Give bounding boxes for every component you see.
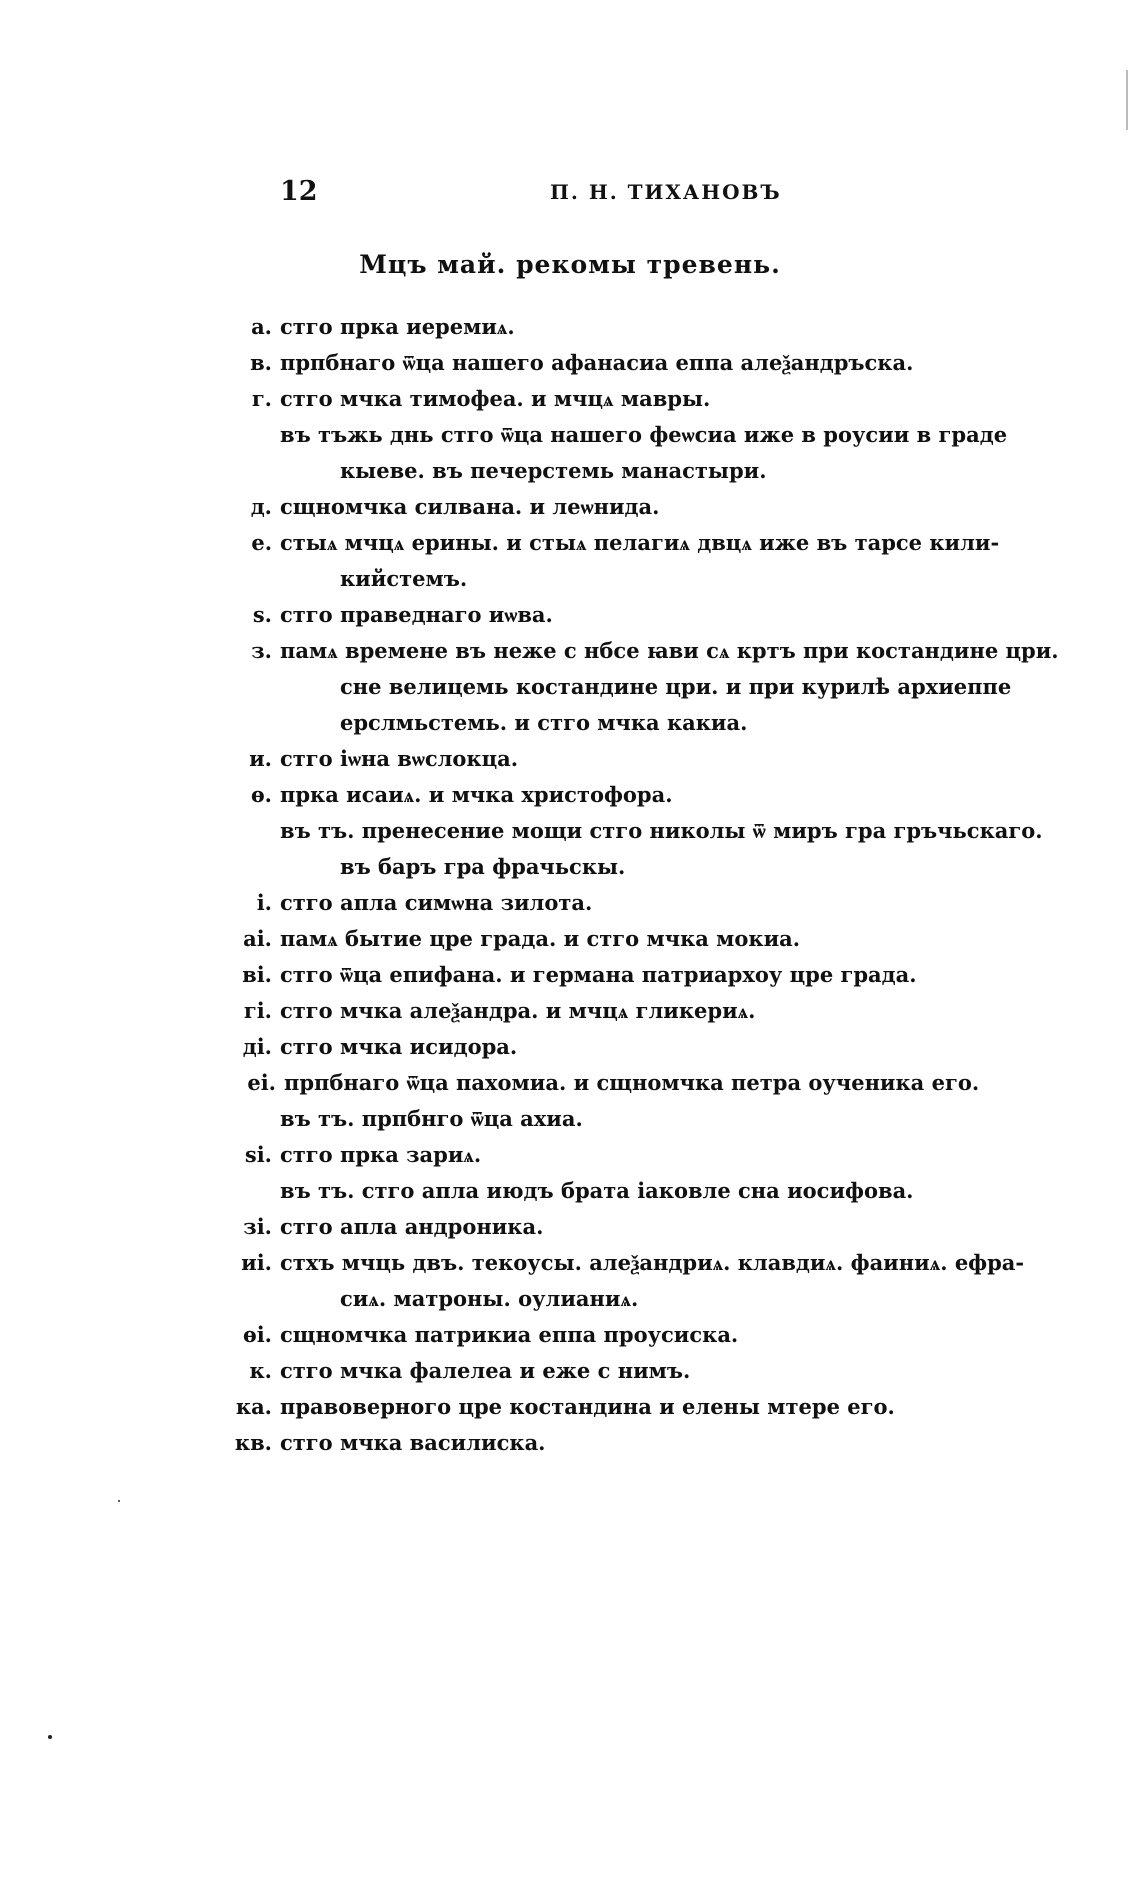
entry-number: аi. bbox=[243, 926, 272, 951]
entry-text: въ тъ. прпбнго ѿца ахиа. bbox=[280, 1106, 583, 1131]
entry-text: стго праведнаго иѡва. bbox=[280, 602, 553, 627]
entry-text: стго мчка василиска. bbox=[280, 1430, 546, 1455]
entry-continuation: сиѧ. матроны. оулианиѧ. bbox=[340, 1286, 639, 1311]
entry-text: стыѧ мчцѧ ерины. и стыѧ пелагиѧ двцѧ иже въ тарсе кили- bbox=[280, 530, 1000, 555]
entry-text: въ тъжь днь стго ѿца нашего феѡсиа иже в роусии в граде bbox=[280, 422, 1008, 447]
entry-text: стго мчка тимофеа. и мчцѧ мавры. bbox=[280, 386, 711, 411]
entry-text: стго прка зариѧ. bbox=[280, 1142, 482, 1167]
entry-text: стго прка иеремиѧ. bbox=[280, 314, 515, 339]
entry-text: стго мчка алеѯандра. и мчцѧ гликериѧ. bbox=[280, 998, 756, 1023]
entry-continuation: ерслмьстемь. и стго мчка какиа. bbox=[340, 710, 748, 735]
entry-number: ѳ. bbox=[250, 782, 272, 807]
entry-continuation: сне велицемь костандине цри. и при курилѣ архиеппе bbox=[340, 674, 1012, 699]
entry-number: ѕ. bbox=[252, 602, 272, 627]
entry-number: i. bbox=[256, 890, 272, 915]
entry-text: въ тъ. стго апла июдъ брата iаковле сна иосифова. bbox=[280, 1178, 914, 1203]
entry-text: прка исаиѧ. и мчка христофора. bbox=[280, 782, 673, 807]
entry-number: ѳi. bbox=[243, 1322, 272, 1347]
entry-number: иi. bbox=[241, 1250, 272, 1275]
entry-text: стго апла андроника. bbox=[280, 1214, 544, 1239]
entry-number: к. bbox=[249, 1358, 272, 1383]
entry-number: гi. bbox=[243, 998, 272, 1023]
entry-number: а. bbox=[251, 314, 272, 339]
entry-number: вi. bbox=[242, 962, 272, 987]
entry-number: з. bbox=[251, 638, 272, 663]
entry-number: е. bbox=[251, 530, 272, 555]
entry-number: г. bbox=[251, 386, 272, 411]
entry-number: ѕi. bbox=[244, 1142, 272, 1167]
print-speck bbox=[48, 1735, 52, 1739]
entry-text: прпбнаго ѿца нашего афанасиа еппа алеѯандръска. bbox=[280, 350, 914, 375]
entry-text: прпбнаго ѿца пахомиа. и сщномчка петра оученика его. bbox=[284, 1070, 980, 1095]
entry-number: д. bbox=[250, 494, 272, 519]
entry-number: ка. bbox=[235, 1394, 272, 1419]
entry-continuation: кыеве. въ печерстемь манастыри. bbox=[340, 458, 767, 483]
entry-text: правоверного цре костандина и елены мтере его. bbox=[280, 1394, 895, 1419]
page-number: 12 bbox=[280, 176, 318, 207]
entry-continuation: въ баръ гра фрачьскы. bbox=[340, 854, 626, 879]
entry-text: въ тъ. пренесение мощи стго николы ѿ миръ гра гръчьскаго. bbox=[280, 818, 1043, 843]
entry-number: кв. bbox=[234, 1430, 272, 1455]
entry-number: и. bbox=[249, 746, 272, 771]
entry-text: стго мчка исидора. bbox=[280, 1034, 518, 1059]
entry-number: зi. bbox=[243, 1214, 272, 1239]
entry-text: памѧ времене въ неже с нбсе ꙗви сѧ кртъ при костандине цри. bbox=[280, 638, 1059, 663]
entry-text: стго апла симѡна зилота. bbox=[280, 890, 593, 915]
entry-text: сщномчка силвана. и леѡнида. bbox=[280, 494, 660, 519]
entry-text: стго мчка фалелеа и еже с нимъ. bbox=[280, 1358, 691, 1383]
print-speck bbox=[118, 1500, 120, 1502]
entry-text: сщномчка патрикиа еппа проусиска. bbox=[280, 1322, 739, 1347]
section-title: Мцъ май. рекомы тревень. bbox=[359, 250, 781, 279]
entry-text: стго iѡна вѡслокца. bbox=[280, 746, 519, 771]
entry-continuation: кийстемъ. bbox=[340, 566, 468, 591]
entry-number: в. bbox=[250, 350, 272, 375]
entry-number: дi. bbox=[242, 1034, 272, 1059]
entry-number: еi. bbox=[247, 1070, 276, 1095]
entry-text: стго ѿца епифана. и германа патриархоу цре града. bbox=[280, 962, 917, 987]
entry-text: памѧ бытие цре града. и стго мчка мокиа. bbox=[280, 926, 801, 951]
entry-text: стхъ мчць двъ. текоусы. алеѯандриѧ. клавдиѧ. фаиниѧ. ефра- bbox=[280, 1250, 1025, 1275]
running-head: П. Н. ТИХАНОВЪ bbox=[550, 180, 782, 204]
